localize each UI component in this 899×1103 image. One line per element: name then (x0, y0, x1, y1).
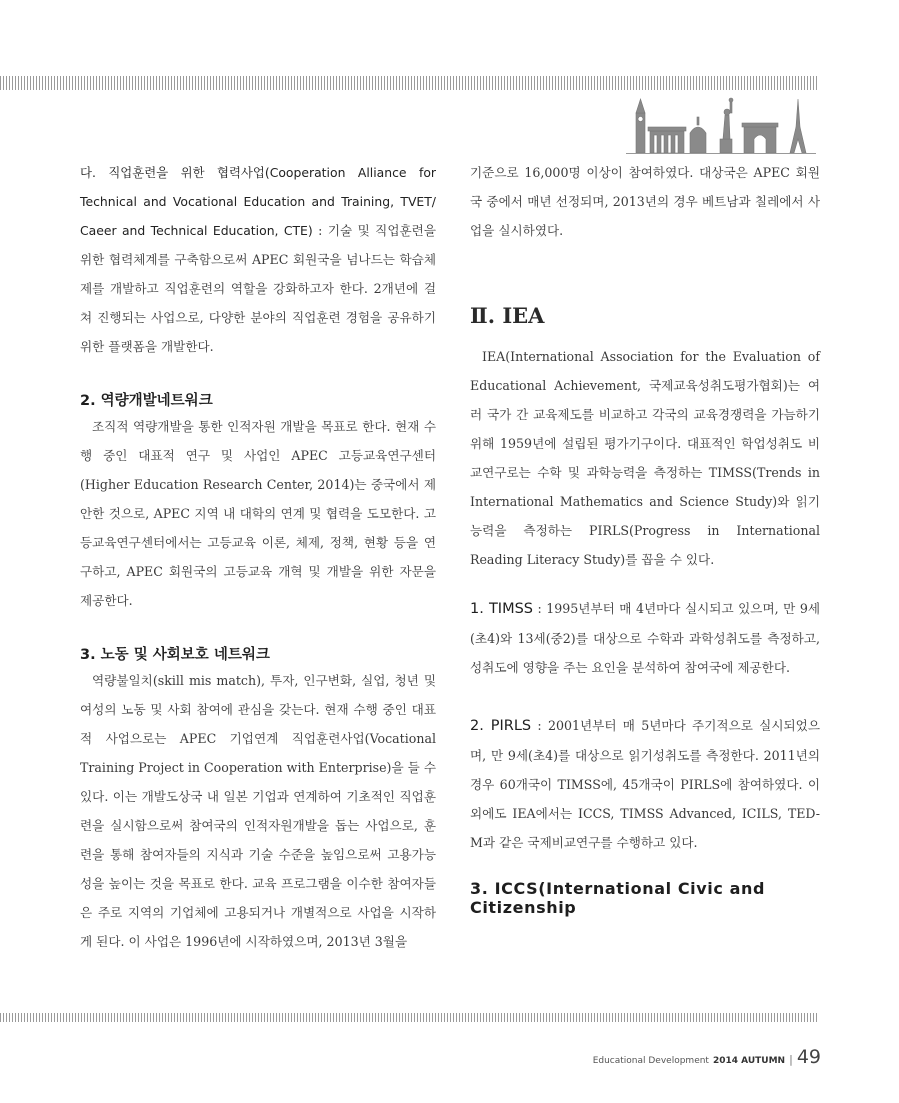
iea-body: IEA(International Association for the Evaluation of Educational Achievement, 국제교육성취도평가협회)는 여러 국가 간 교육제도를 비교하고 각국의 교육경쟁력을 가늠하기 위해 1959년에 설립된 평가기구이다. 대표적인 학업성취도 비교연구로는 수학 및 과학능력을 측정하는 TIMSS(Trends in International Mathematics and Science Study)와 읽기능력을 측정하는 PIRLS(Progress in International Reading Literacy Study)를 꼽을 수 있다. (470, 349, 820, 567)
iccs-title: 3. ICCS(International Civic and Citizenship (470, 879, 766, 917)
section-2-title: 2. 역량개발네트워크 (80, 393, 213, 409)
footer-stripe (0, 1013, 818, 1022)
timss-title: 1. TIMSS (470, 601, 533, 617)
pirls-section (470, 711, 820, 857)
right-column (470, 158, 820, 917)
pirls-title: 2. PIRLS (470, 718, 532, 734)
pirls-body: : 2001년부터 매 5년마다 주기적으로 실시되었으며, 만 9세(초4)를 대상으로 읽기성취도를 측정한다. 2011년의 경우 60개국이 TIMSS에, 45개국이 PIRLS에 참여하였다. 이외에도 IEA에서는 ICCS, TIMSS Advanced, ICILS, TED-M과 같은 국제비교연구를 수행하고 있다. (470, 718, 821, 850)
city-skyline-icon (626, 93, 816, 155)
journal-name: Educational Development (592, 1056, 709, 1066)
page-footer (593, 1046, 821, 1068)
section-3-title: 3. 노동 및 사회보호 네트워크 (80, 647, 270, 663)
section-da-body: : 기술 및 직업훈련을 위한 협력체계를 구축함으로써 APEC 회원국을 넘나드는 학습체제를 개발하고 직업훈련의 역할을 강화하고자 한다. 2개년에 걸쳐 진행되는 사업으로, 다양한 분야의 직업훈련 경험을 공유하기 위한 플랫폼을 개발한다. (80, 223, 436, 354)
timss-section (470, 594, 820, 682)
timss-body: : 1995년부터 매 4년마다 실시되고 있으며, 만 9세(초4)와 13세(중2)를 대상으로 수학과 과학성취도를 측정하고, 성취도에 영향을 주는 요인을 분석하여 참여국에 제공한다. (470, 601, 820, 675)
page-number: 49 (796, 1046, 821, 1068)
section-2-body: 조직적 역량개발을 통한 인적자원 개발을 목표로 한다. 현재 수행 중인 대표적 연구 및 사업인 APEC 고등교육연구센터(Higher Education Research Center, 2014)는 중국에서 제안한 것으로, APEC 지역 내 대학의 연계 및 협력을 도모한다. 고등교육연구센터에서는 고등교육 이론, 체제, 정책, 현황 등을 연구하고, APEC 회원국의 고등교육 개혁 및 개발을 위한 자문을 제공한다. (80, 419, 436, 608)
section-3-body: 역량불일치(skill mis match), 투자, 인구변화, 실업, 청년 및 여성의 노동 및 사회 참여에 관심을 갖는다. 현재 수행 중인 대표적 사업으로는 APEC 기업연계 직업훈련사업(Vocational Training Project in Cooperation with Enterprise)을 들 수 있다. 이는 개발도상국 내 일본 기업과 연계하여 기초적인 직업훈련을 실시함으로써 참여국의 인적자원개발을 돕는 사업으로, 훈련을 통해 참여자들의 지식과 기술 수준을 높임으로써 고용가능성을 높이는 것을 목표로 한다. 교육 프로그램을 이수한 참여자들은 주로 지역의 기업체에 고용되거나 개별적으로 사업을 시작하게 된다. 이 사업은 1996년에 시작하였으며, 2013년 3월을 (80, 673, 436, 949)
footer-separator: | (789, 1053, 793, 1066)
continued-body: 기준으로 16,000명 이상이 참여하였다. 대상국은 APEC 회원국 중에서 매년 선정되며, 2013년의 경우 베트남과 칠레에서 사업을 실시하였다. (470, 165, 820, 238)
left-column (80, 158, 436, 956)
header-stripe (0, 76, 818, 90)
chapter-title: Ⅱ. IEA (470, 303, 545, 328)
section-da (80, 158, 436, 361)
section-da-title: 다. 직업훈련을 위한 협력사업(Cooperation Alliance for Technical and Vocational Education and Training, TVET/ Caeer and Technical Education, CTE) (80, 165, 436, 238)
issue-label: 2014 AUTUMN (712, 1056, 786, 1066)
